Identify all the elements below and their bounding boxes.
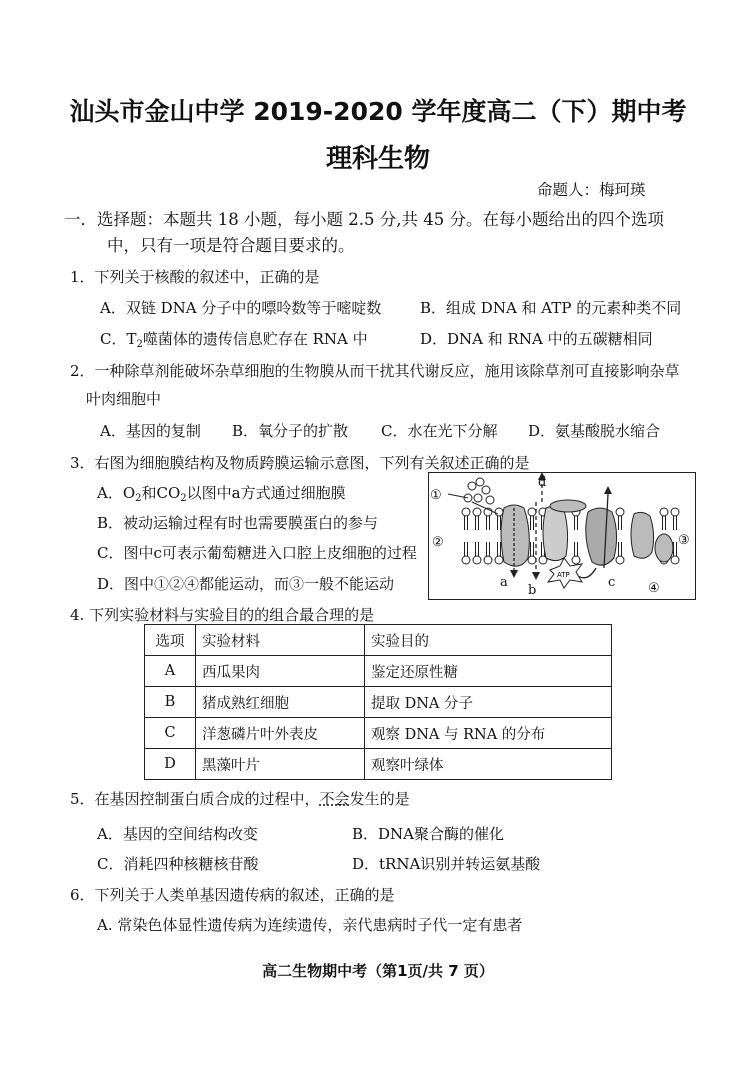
q3-option-a (97, 482, 346, 504)
q5-stem-emphasis: 不会 (319, 790, 350, 808)
q5-option-a: A．基因的空间结构改变 (97, 825, 258, 843)
table-cell: 提取 DNA 分子 (365, 687, 612, 718)
table-cell: B (145, 687, 196, 718)
phospholipid-head (671, 508, 679, 516)
q2-option-d: D．氨基酸脱水缩合 (528, 422, 661, 440)
q2-option-c: C．水在光下分解 (381, 422, 498, 440)
table-cell: 黑藻叶片 (196, 749, 365, 780)
label-c: c (608, 575, 616, 590)
label-1: ① (430, 488, 442, 503)
section-heading-line1: 一．选择题：本题共 18 小题，每小题 2.5 分,共 45 分。在每小题给出的四个选项 (64, 210, 664, 229)
q3-option-c: C．图中c可表示葡萄糖进入口腔上皮细胞的过程 (97, 544, 417, 562)
q5-stem (70, 788, 410, 809)
phospholipid-head (495, 508, 503, 516)
q3-option-d: D．图中①②④都能运动，而③一般不能运动 (97, 575, 395, 593)
phospholipid-head (616, 556, 624, 564)
q3-a-sub1: 2 (135, 493, 142, 504)
q3-stem: 3．右图为细胞膜结构及物质跨膜运输示意图，下列有关叙述正确的是 (70, 454, 530, 472)
phospholipid-head (572, 556, 580, 564)
atp-label: ATP (557, 571, 570, 579)
table-cell: A (145, 656, 196, 687)
q1-c-sub: 2 (136, 339, 143, 350)
phospholipid-head (462, 556, 470, 564)
q1-c-pre: C．T (100, 330, 137, 348)
q5-option-d: D．tRNA识别并转运氨基酸 (352, 855, 541, 873)
label-d: d (538, 475, 547, 490)
table-row (145, 656, 612, 687)
q2-option-b: B．氧分子的扩散 (232, 422, 349, 440)
author-line: 命题人：梅珂瑛 (537, 181, 646, 199)
subject-title: 理科生物 (325, 144, 430, 174)
table-cell: 观察 DNA 与 RNA 的分布 (365, 718, 612, 749)
carrier-protein-c (586, 508, 617, 565)
phospholipid-head (473, 556, 481, 564)
table-row (145, 687, 612, 718)
q2-option-a: A．基因的复制 (100, 422, 201, 440)
q1-c-post: 噬菌体的遗传信息贮存在 RNA 中 (142, 330, 368, 348)
table-header-cell: 实验目的 (365, 625, 612, 656)
q6-stem: 6．下列关于人类单基因遗传病的叙述，正确的是 (70, 886, 395, 904)
label-2: ② (432, 535, 444, 550)
phospholipid-head (660, 508, 668, 516)
q1-option-a: A．双链 DNA 分子中的嘌呤数等于嘧啶数 (100, 299, 382, 317)
q1-option-c (100, 328, 368, 350)
phospholipid-head (473, 508, 481, 516)
protein-3 (631, 512, 654, 558)
membrane-diagram (428, 472, 696, 600)
table-cell: 洋葱磷片叶外表皮 (196, 718, 365, 749)
label-3: ③ (678, 533, 690, 548)
q2-stem-line1: 2．一种除草剂能破坏杂草细胞的生物膜从而干扰其代谢反应，施用该除草剂可直接影响杂草 (70, 362, 680, 380)
phospholipid-head (528, 508, 536, 516)
q4-stem: 4. 下列实验材料与实验目的的组合最合理的是 (70, 606, 375, 624)
q5-stem-pre: 5．在基因控制蛋白质合成的过程中， (70, 790, 320, 808)
experiment-table (144, 624, 612, 780)
table-header-row (145, 625, 612, 656)
phospholipid-head (671, 556, 679, 564)
phospholipid-head (484, 556, 492, 564)
table-cell: 观察叶绿体 (365, 749, 612, 780)
peripheral-protein (550, 500, 586, 512)
carrier-protein-b (543, 506, 568, 560)
q5-stem-post: 发生的是 (349, 790, 410, 808)
q1-option-d: D．DNA 和 RNA 中的五碳糖相同 (420, 330, 653, 348)
phospholipid-head (528, 556, 536, 564)
label-4: ④ (648, 581, 660, 596)
table-row (145, 718, 612, 749)
phospholipid-head (462, 508, 470, 516)
q1-stem: 1．下列关于核酸的叙述中，正确的是 (70, 268, 320, 286)
q3-a-mid: 和CO (141, 484, 181, 502)
table-cell: 猪成熟红细胞 (196, 687, 365, 718)
q3-option-b: B．被动运输过程有时也需要膜蛋白的参与 (97, 514, 379, 532)
phospholipid-head (616, 508, 624, 516)
label-a: a (500, 575, 508, 590)
table-cell: 鉴定还原性糖 (365, 656, 612, 687)
q5-option-b: B．DNA聚合酶的催化 (352, 825, 505, 843)
q3-a-pre: A．O (97, 484, 136, 502)
table-header-cell: 实验材料 (196, 625, 365, 656)
protein-4 (655, 534, 673, 562)
exam-title: 汕头市金山中学 2019-2020 学年度高二（下）期中考 (69, 97, 687, 126)
q3-a-post: 以图中a方式通过细胞膜 (186, 484, 346, 502)
table-row (145, 749, 612, 780)
phospholipid-head (495, 556, 503, 564)
q3-a-sub2: 2 (180, 493, 187, 504)
q2-stem-line2: 叶肉细胞中 (86, 390, 162, 408)
channel-protein (501, 505, 529, 566)
table-cell: D (145, 749, 196, 780)
q1-option-b: B．组成 DNA 和 ATP 的元素种类不同 (420, 299, 682, 317)
table-cell: C (145, 718, 196, 749)
page-footer: 高二生物期中考（第1页/共 7 页） (262, 962, 494, 980)
label-b: b (528, 583, 537, 598)
q6-option-a: A. 常染色体显性遗传病为连续遗传，亲代患病时子代一定有患者 (97, 916, 523, 934)
q5-option-c: C．消耗四种核糖核苷酸 (97, 855, 259, 873)
table-cell: 西瓜果肉 (196, 656, 365, 687)
section-heading-line2: 中，只有一项是符合题目要求的。 (107, 236, 355, 255)
table-header-cell: 选项 (145, 625, 196, 656)
